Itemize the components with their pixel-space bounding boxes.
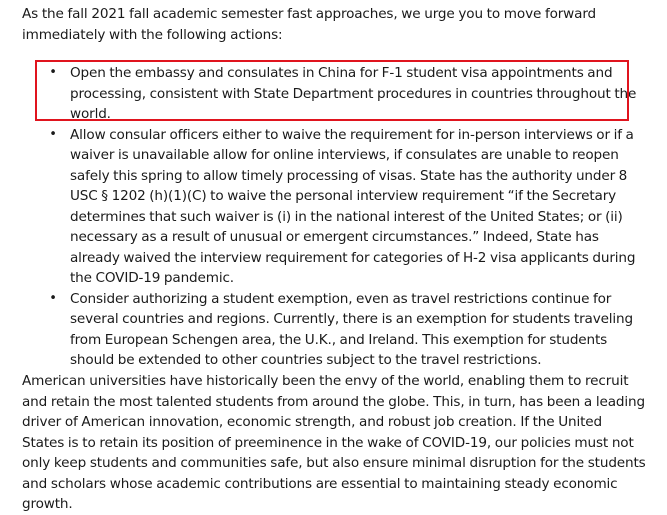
- list-item-text: Consider authorizing a student exemption, even as travel restrictions continue for several countries and regions. Currently, there is an exemption for students traveling from European Schengen area, the U.K., and Ireland. This exemption for students should be extended to other countries subject to the travel restrictions.: [70, 290, 633, 368]
- list-item-text: Open the embassy and consulates in China for F-1 student visa appointments and processing, consistent with State Department procedures in countries throughout the world.: [70, 65, 637, 122]
- list-item-interview-waiver: [0, 125, 642, 289]
- action-list: [0, 63, 667, 371]
- intro-paragraph: As the fall 2021 fall academic semester fast approaches, we urge you to move forward immediately with the following actions:: [22, 6, 597, 43]
- list-item-student-exemption: [0, 289, 642, 371]
- bullet-icon: •: [49, 126, 57, 142]
- bullet-icon: •: [49, 290, 57, 306]
- bullet-icon: •: [49, 65, 57, 80]
- closing-paragraph: American universities have historically been the envy of the world, enabling them to recruit and retain the most talented students from around the globe. This, in turn, has been a leading driver of American innovation, economic strength, and robust job creation. If the United States is to retain its position of preeminence in the wake of COVID-19, our policies must not only keep students and communities safe, but also ensure minimal disruption for the students and scholars whose academic contributions are essential to maintaining steady economic growth.: [22, 373, 646, 512]
- list-item-embassy: [0, 63, 642, 125]
- list-item-text: Allow consular officers either to waive the requirement for in-person interviews or if a waiver is unavailable allow for online interviews, if consulates are unable to reopen safely this spring to allow timely processing of visas. State has the authority under 8 USC § 1202 (h)(1)(C) to waive the personal interview requirement “if the Secretary determines that such waiver is (i) in the national interest of the United States; or (ii) necessary as a result of unusual or emergent circumstances.” Indeed, State has already waived the interview requirement for categories of H-2 visa applicants during the COVID-19 pandemic.: [70, 126, 636, 286]
